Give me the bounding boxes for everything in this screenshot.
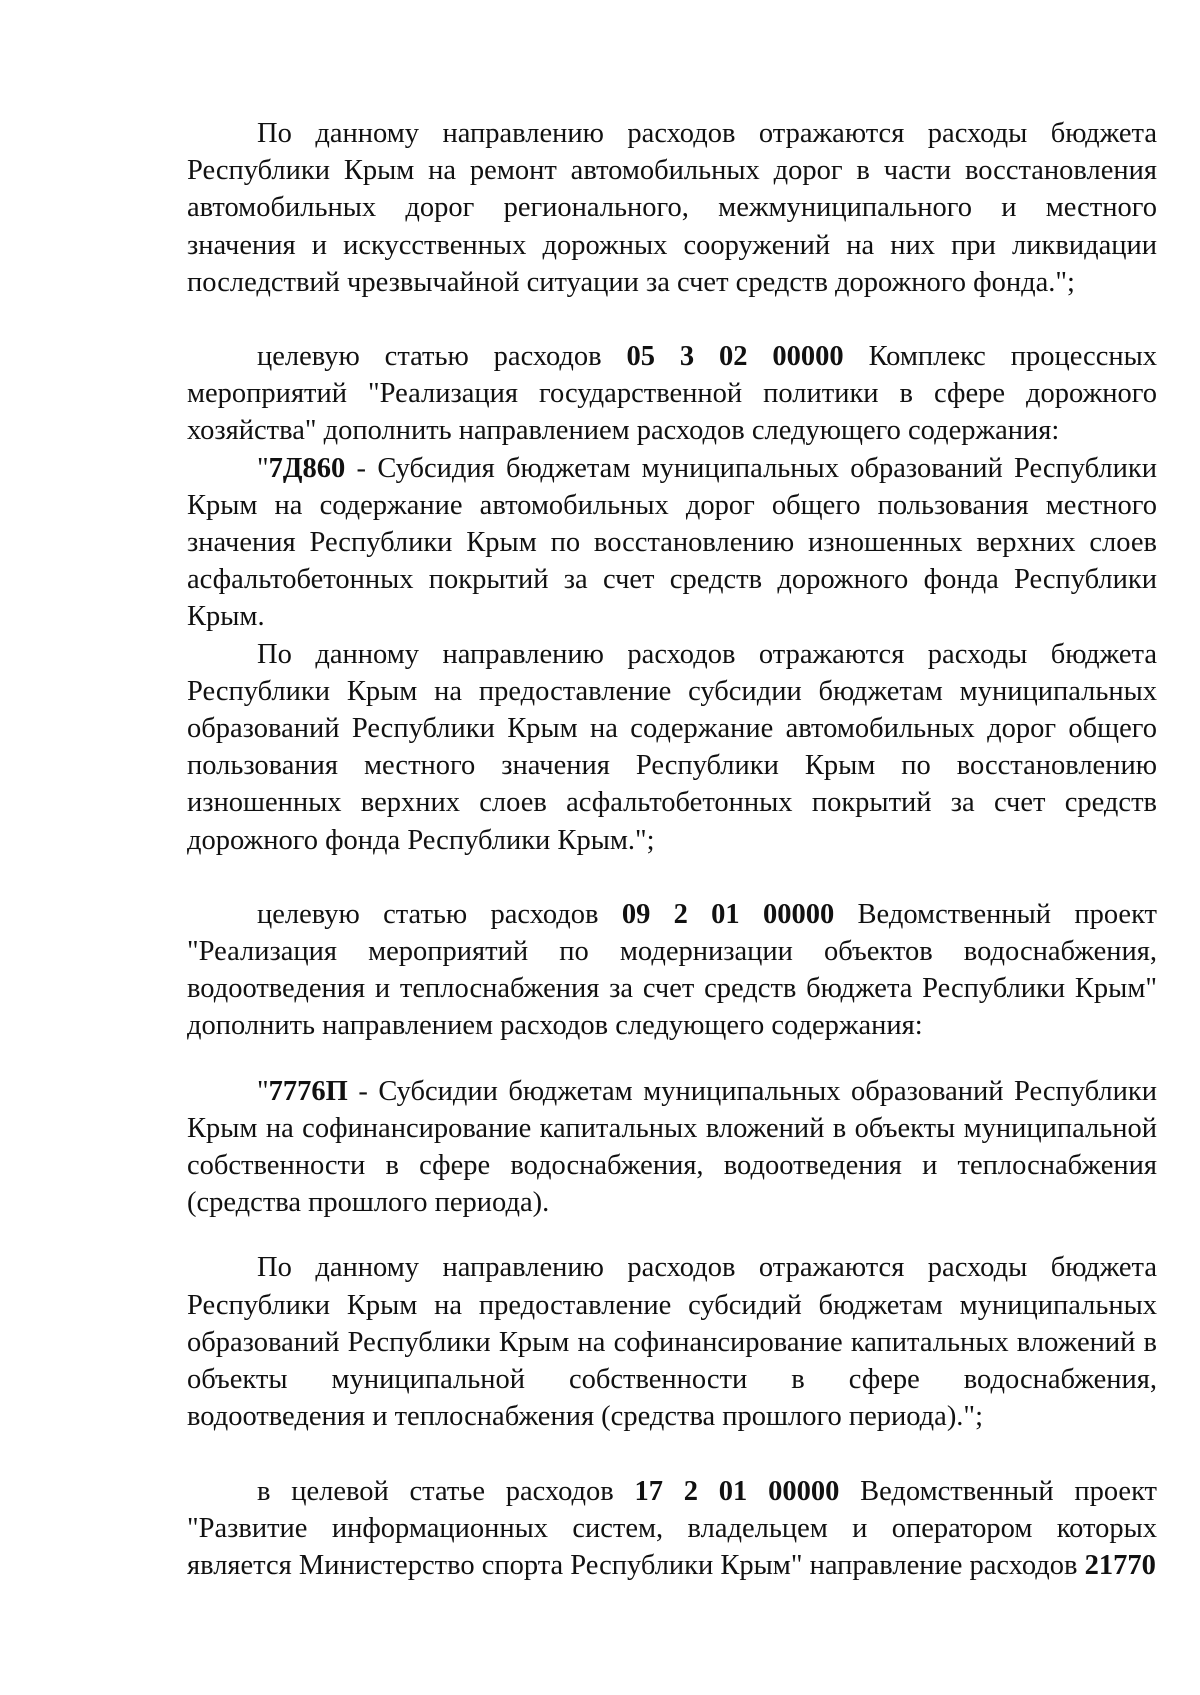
text-segment: - Субсидии бюджетам муниципальных образований Республики Крым на софинансирование капитальных вложений в объекты муниципальной собственности в сфере водоснабжения, водоотведения и теплоснабжения (средства прошлого периода).	[187, 1075, 1157, 1219]
text-segment: целевую статью расходов	[257, 341, 627, 373]
code-17-2-01-00000: 17 2 01 00000	[634, 1475, 840, 1507]
paragraph-target-article-05-3-02	[187, 338, 1157, 450]
paragraph-road-repair-description	[187, 115, 1157, 301]
paragraph-7776p-subsidy	[187, 1073, 1157, 1222]
text-segment: в целевой статье расходов	[257, 1475, 635, 1507]
text-segment: "	[257, 452, 269, 484]
code-21770: 21770	[1084, 1549, 1156, 1581]
code-05-3-02-00000: 05 3 02 00000	[626, 341, 844, 373]
paragraph-7d860-description	[187, 636, 1157, 859]
document-body	[187, 115, 1157, 1584]
paragraph-target-article-09-2-01	[187, 896, 1157, 1045]
paragraph-7776p-description	[187, 1249, 1157, 1435]
paragraph-target-article-17-2-01	[187, 1473, 1157, 1585]
code-09-2-01-00000: 09 2 01 00000	[621, 898, 835, 930]
text-segment: Ведомственный проект "Реализация мероприятий по модернизации объектов водоснабжения, водоотведения и теплоснабжения за счет средств бюджета Республики Крым" дополнить направлением расходов следующего содержания:	[187, 898, 1157, 1042]
text-segment: По данному направлению расходов отражаются расходы бюджета Республики Крым на предоставление субсидии бюджетам муниципальных образований Республики Крым на содержание автомобильных дорог общего пользования местного значения Республики Крым по восстановлению изношенных верхних слоев асфальтобетонных покрытий за счет средств дорожного фонда Республики Крым.";	[187, 638, 1157, 856]
text-segment: "	[257, 1075, 269, 1107]
text-segment: целевую статью расходов	[257, 898, 622, 930]
text-segment: - Субсидия бюджетам муниципальных образований Республики Крым на содержание автомобильных дорог общего пользования местного значения Республики Крым по восстановлению изношенных верхних слоев асфальтобетонных покрытий за счет средств дорожного фонда Республики Крым.	[187, 452, 1157, 633]
text-segment: По данному направлению расходов отражаются расходы бюджета Республики Крым на предоставление субсидий бюджетам муниципальных образований Республики Крым на софинансирование капитальных вложений в объекты муниципальной собственности в сфере водоснабжения, водоотведения и теплоснабжения (средства прошлого периода).";	[187, 1252, 1157, 1433]
paragraph-7d860-subsidy	[187, 450, 1157, 636]
text-segment: Ведомственный проект "Развитие информационных систем, владельцем и оператором которых является Министерство спорта Республики Крым" направление расходов	[187, 1475, 1158, 1581]
text-segment: По данному направлению расходов отражаются расходы бюджета Республики Крым на ремонт автомобильных дорог в части восстановления автомобильных дорог регионального, межмуниципального и местного значения и искусственных дорожных сооружений на них при ликвидации последствий чрезвычайной ситуации за счет средств дорожного фонда.";	[187, 118, 1157, 298]
code-7d860: 7Д860	[268, 452, 346, 484]
text-segment: Комплекс процессных мероприятий "Реализация государственной политики в сфере дорожного хозяйства" дополнить направлением расходов следующего содержания:	[187, 341, 1158, 447]
code-7776p: 7776П	[268, 1075, 348, 1107]
